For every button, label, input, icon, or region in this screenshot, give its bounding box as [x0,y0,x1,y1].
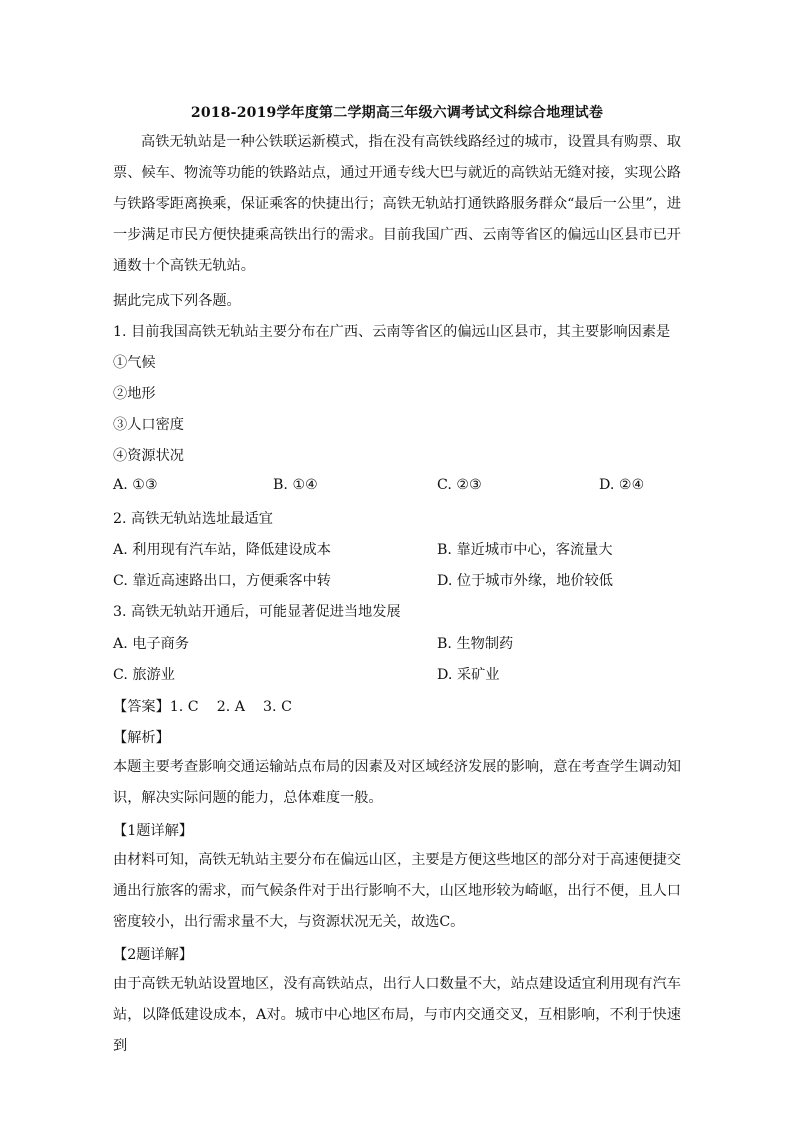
detail-2-heading: 【2题详解】 [113,947,193,963]
question-1-option-a: A. ①③ [113,477,158,493]
detail-1-paragraph: 由材料可知，高铁无轨站主要分布在偏远山区，主要是方便这些地区的部分对于高速便捷交通出行旅客的需求，而气候条件对于出行影响不大，山区地形较为崎岖，出行不便，且人口密度较小，出行需求量不大，与资源状况无关，故选C。 [113,852,681,930]
question-1-stem: 1. 目前我国高铁无轨站主要分布在广西、云南等省区的偏远山区县市，其主要影响因素是 [113,324,671,340]
detail-1-heading: 【1题详解】 [113,823,193,839]
analysis-heading: 【解析】 [113,730,170,746]
question-2-stem: 2. 高铁无轨站选址最适宜 [113,511,273,527]
question-1-item: ④资源状况 [113,448,184,464]
question-2-option-c: C. 靠近高速路出口，方便乘客中转 [113,573,331,589]
question-3-option-c: C. 旅游业 [113,667,175,683]
question-3-option-d: D. 采矿业 [437,667,500,683]
question-1-item: ①气候 [113,355,156,371]
question-1-option-c: C. ②③ [437,477,482,493]
answer-line: 【答案】1. C 2. A 3. C [113,699,292,715]
detail-2-paragraph: 由于高铁无轨站设置地区，没有高铁站点，出行人口数量不大，站点建设适宜利用现有汽车站，以降低建设成本，A对。城市中心地区布局，与市内交通交叉，互相影响，不利于快速到 [113,976,681,1054]
intro-paragraph: 高铁无轨站是一种公铁联运新模式，指在没有高铁线路经过的城市，设置具有购票、取票、候车、物流等功能的铁路站点，通过开通专线大巴与就近的高铁站无缝对接，实现公路与铁路零距离换乘，保证乘客的快捷出行；高铁无轨站打通铁路服务群众“最后一公里”，进一步满足市民方便快捷乘高铁出行的需求。目前我国广西、云南等省区的偏远山区县市已开通数十个高铁无轨站。 [113,134,681,274]
instruction-text: 据此完成下列各题。 [113,293,241,309]
question-2-option-b: B. 靠近城市中心，客流量大 [437,542,613,558]
question-2-option-a: A. 利用现有汽车站，降低建设成本 [113,542,331,558]
question-1-option-d: D. ②④ [599,477,645,493]
question-3-stem: 3. 高铁无轨站开通后，可能显著促进当地发展 [113,604,401,620]
question-2-option-d: D. 位于城市外缘，地价较低 [437,573,613,589]
question-1-item: ②地形 [113,386,156,402]
question-1-option-b: B. ①④ [273,477,318,493]
analysis-paragraph: 本题主要考查影响交通运输站点布局的因素及对区域经济发展的影响，意在考查学生调动知识，解决实际问题的能力，总体难度一般。 [113,759,681,806]
question-1-item: ③人口密度 [113,417,184,433]
question-3-option-a: A. 电子商务 [113,636,190,652]
document-title: 2018-2019学年度第二学期高三年级六调考试文科综合地理试卷 [190,105,604,121]
question-3-option-b: B. 生物制药 [437,636,514,652]
